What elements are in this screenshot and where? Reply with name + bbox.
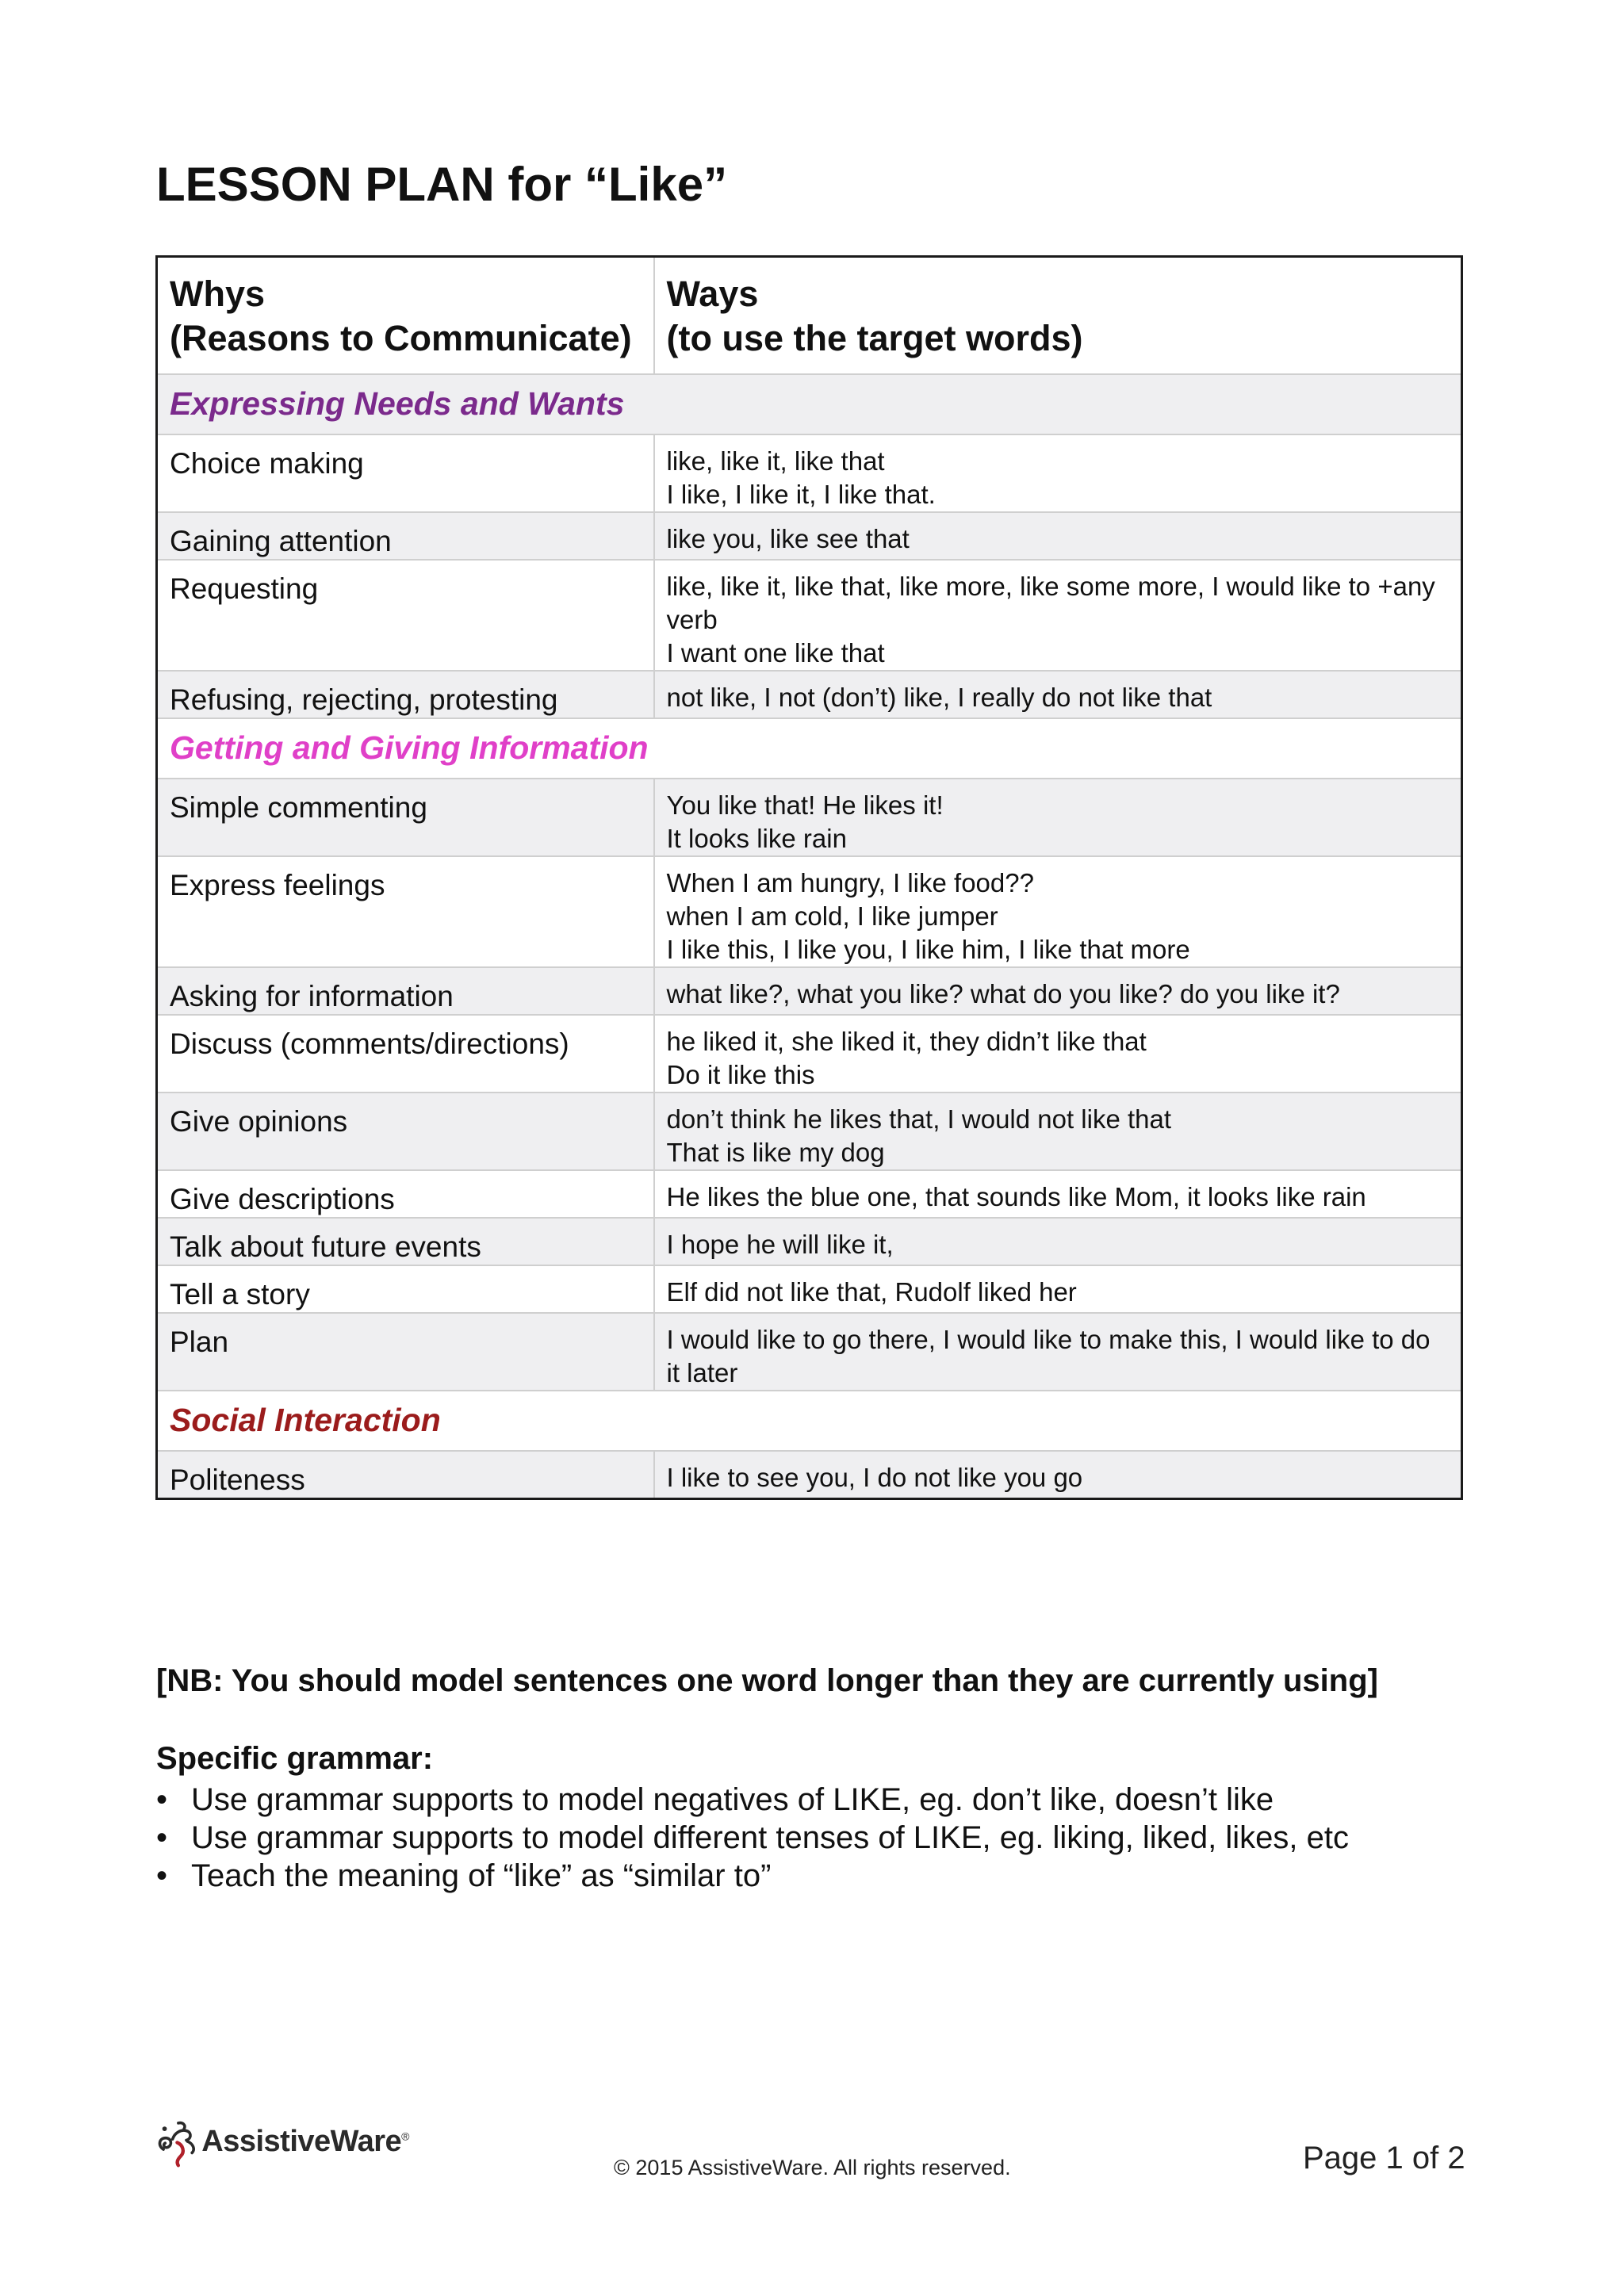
ways-line: That is like my dog	[666, 1137, 885, 1167]
grammar-list	[156, 1781, 1349, 1895]
ways-line: You like that! He likes it!	[666, 790, 944, 820]
ways-line: I like, I like it, I like that.	[666, 479, 936, 509]
section-title: Expressing Needs and Wants	[157, 374, 1462, 434]
ways-cell	[654, 967, 1462, 1015]
table-row	[157, 1313, 1462, 1391]
table-header-row	[157, 257, 1462, 374]
ways-line: when I am cold, I like jumper	[666, 901, 998, 931]
why-cell: Tell a story	[157, 1265, 654, 1313]
table-row	[157, 1170, 1462, 1218]
table-row	[157, 671, 1462, 718]
table-row	[157, 779, 1462, 856]
why-cell: Refusing, rejecting, protesting	[157, 671, 654, 718]
why-cell: Gaining attention	[157, 512, 654, 560]
why-cell: Plan	[157, 1313, 654, 1391]
why-cell: Give descriptions	[157, 1170, 654, 1218]
grammar-title: Specific grammar:	[156, 1741, 434, 1776]
ways-line: what like?, what you like? what do you like? do you like it?	[666, 978, 1340, 1008]
ways-line: I like this, I like you, I like him, I like that more	[666, 934, 1190, 964]
ways-line: not like, I not (don’t) like, I really do not like that	[666, 682, 1212, 712]
section-header-row	[157, 1391, 1462, 1451]
ways-header-line2: (to use the target words)	[666, 318, 1083, 358]
ways-cell	[654, 856, 1462, 967]
grammar-item: • Use grammar supports to model different tenses of LIKE, eg. liking, liked, likes, etc	[156, 1819, 1349, 1857]
ways-header-line1: Ways	[666, 274, 759, 314]
why-cell: Express feelings	[157, 856, 654, 967]
ways-line: like, like it, like that	[666, 446, 885, 476]
why-cell: Talk about future events	[157, 1218, 654, 1265]
ways-cell	[654, 1313, 1462, 1391]
section-title: Social Interaction	[157, 1391, 1462, 1451]
ways-line: Elf did not like that, Rudolf liked her	[666, 1276, 1077, 1307]
logo-text: AssistiveWare®	[201, 2124, 409, 2158]
table-row	[157, 560, 1462, 671]
section-title: Getting and Giving Information	[157, 718, 1462, 779]
ways-line: I like to see you, I do not like you go	[666, 1462, 1083, 1492]
table-row	[157, 1218, 1462, 1265]
ways-line: Do it like this	[666, 1059, 815, 1089]
section-header-row	[157, 374, 1462, 434]
ways-line: he liked it, she liked it, they didn’t like that	[666, 1026, 1147, 1056]
ways-cell	[654, 1093, 1462, 1170]
ways-cell	[654, 560, 1462, 671]
assistiveware-logo-icon	[155, 2107, 200, 2176]
ways-cell	[654, 671, 1462, 718]
ways-cell	[654, 1170, 1462, 1218]
ways-cell	[654, 1218, 1462, 1265]
whys-header-line1: Whys	[170, 274, 266, 314]
table-row	[157, 1093, 1462, 1170]
why-cell: Requesting	[157, 560, 654, 671]
whys-header-line2: (Reasons to Communicate)	[170, 318, 632, 358]
grammar-item: • Use grammar supports to model negatives of LIKE, eg. don’t like, doesn’t like	[156, 1781, 1349, 1819]
ways-line: I want one like that	[666, 637, 885, 668]
table-row	[157, 434, 1462, 512]
table-row	[157, 856, 1462, 967]
why-cell: Discuss (comments/directions)	[157, 1015, 654, 1093]
table-row	[157, 967, 1462, 1015]
why-cell: Politeness	[157, 1451, 654, 1499]
ways-line: He likes the blue one, that sounds like Mom, it looks like rain	[666, 1181, 1366, 1211]
nb-note: [NB: You should model sentences one word longer than they are currently using]	[156, 1663, 1378, 1698]
ways-cell	[654, 1015, 1462, 1093]
ways-line: like you, like see that	[666, 523, 910, 553]
ways-line: don’t think he likes that, I would not like that	[666, 1104, 1172, 1134]
section-header-row	[157, 718, 1462, 779]
table-row	[157, 1451, 1462, 1499]
table-body	[157, 374, 1462, 1499]
why-cell: Simple commenting	[157, 779, 654, 856]
why-cell: Choice making	[157, 434, 654, 512]
whys-header	[157, 257, 654, 374]
table-row	[157, 1265, 1462, 1313]
ways-cell	[654, 434, 1462, 512]
why-cell: Asking for information	[157, 967, 654, 1015]
ways-line: I hope he will like it,	[666, 1229, 894, 1259]
why-cell: Give opinions	[157, 1093, 654, 1170]
assistiveware-logo	[155, 2106, 409, 2177]
table-row	[157, 1015, 1462, 1093]
ways-line: like, like it, like that, like more, like some more, I would like to +any verb	[666, 571, 1435, 634]
ways-cell	[654, 1451, 1462, 1499]
page-title: LESSON PLAN for “Like”	[156, 158, 728, 211]
ways-header	[654, 257, 1462, 374]
ways-line: When I am hungry, I like food??	[666, 867, 1034, 897]
ways-line: It looks like rain	[666, 823, 847, 853]
lesson-plan-table	[155, 255, 1463, 1500]
copyright-text: © 2015 AssistiveWare. All rights reserved.	[614, 2156, 1011, 2179]
ways-cell	[654, 779, 1462, 856]
page-number: Page 1 of 2	[1303, 2141, 1465, 2175]
ways-cell	[654, 1265, 1462, 1313]
ways-line: I would like to go there, I would like to make this, I would like to do it later	[666, 1324, 1431, 1387]
grammar-item: • Teach the meaning of “like” as “similar to”	[156, 1857, 1349, 1895]
table-row	[157, 512, 1462, 560]
ways-cell	[654, 512, 1462, 560]
